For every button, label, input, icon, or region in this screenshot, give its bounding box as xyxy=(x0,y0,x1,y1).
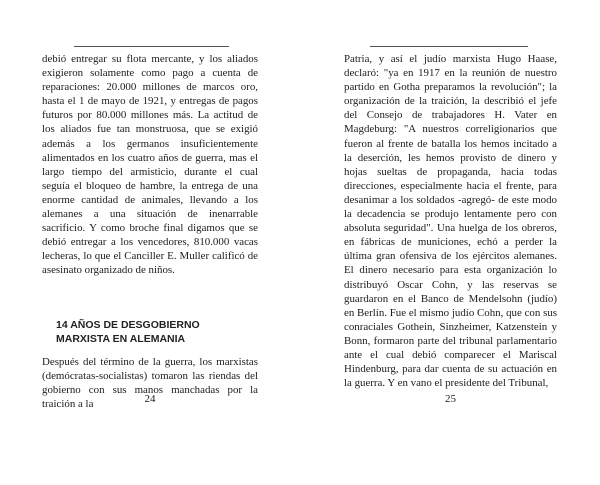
body-paragraph: Patria, y así el judío marxista Hugo Haase, declaró: "ya en 1917 en la reunión de nuestro partido en Gotha preparamos la revolución"; la organización de la traición, la describió el jefe del Consejo de trabajadores H. Vater en Magdeburg: "A nuestros correligionarios que fueron al frente de batalla los hemos incitado a la deserción, les hemos provisto de dinero y hojas sueltas de propaganda, hacia todas direcciones, especialmente hacia el frente, para desanimar a los soldados -agregó- de este modo la decadencia se produjo lentamente pero con absoluta seguridad". Una huelga de los obreros, en fábricas de municiones, echó a perder la última gran ofensiva de los ejércitos alemanes. El dinero necesario para esta organización lo distribuyó Oscar Cohn, y las reservas se guardaron en el Banco de Mendelsohn (judío) en Berlín. Fue el mismo judío Cohn, que con sus conraciales Gothein, Sinzheimer, Katzenstein y Bonn, formaron parte del tribunal parlamentario ante el cual debió comparecer el Mariscal Hindenburg, para dar cuenta de su actuación en la guerra. Y en vano el presidente del Tribunal, xyxy=(344,53,557,390)
body-paragraph: debió entregar su flota mercante, y los aliados exigieron solamente como pago a cuenta de reparaciones: 20.000 millones de marcos oro, hasta el 1 de mayo de 1921, y entregas de pagos futuros por 80.000 millones más. La actitud de los aliados fue tan monstruosa, que se exigió además a los germanos insuficientemente alimentados en los cuatro años de guerra, mas el largo tiempo del armisticio, durante el cual seguía el bloqueo de hambre, la entrega de una enorme cantidad de animales, llevando a los alemanes a una situación de inenarrable sacrificio. Y como broche final digamos que se debió entregar a los vencedores, 810.000 vacas lecheras, lo que el Canciller E. Muller calificó de asesinato organizado de niños. xyxy=(42,53,258,277)
top-rule xyxy=(74,46,229,47)
section-heading: 14 AÑOS DE DESGOBIERNO MARXISTA EN ALEMANIA xyxy=(56,319,200,345)
left-page xyxy=(42,0,258,485)
top-rule xyxy=(370,46,528,47)
body-paragraph: Después del término de la guerra, los marxistas (demócratas-socialistas) tomaron las riendas del gobierno con sus manos manchadas por la traición a la xyxy=(42,356,258,411)
right-page xyxy=(344,0,557,485)
page-number: 25 xyxy=(445,393,456,405)
page-number: 24 xyxy=(144,393,156,405)
